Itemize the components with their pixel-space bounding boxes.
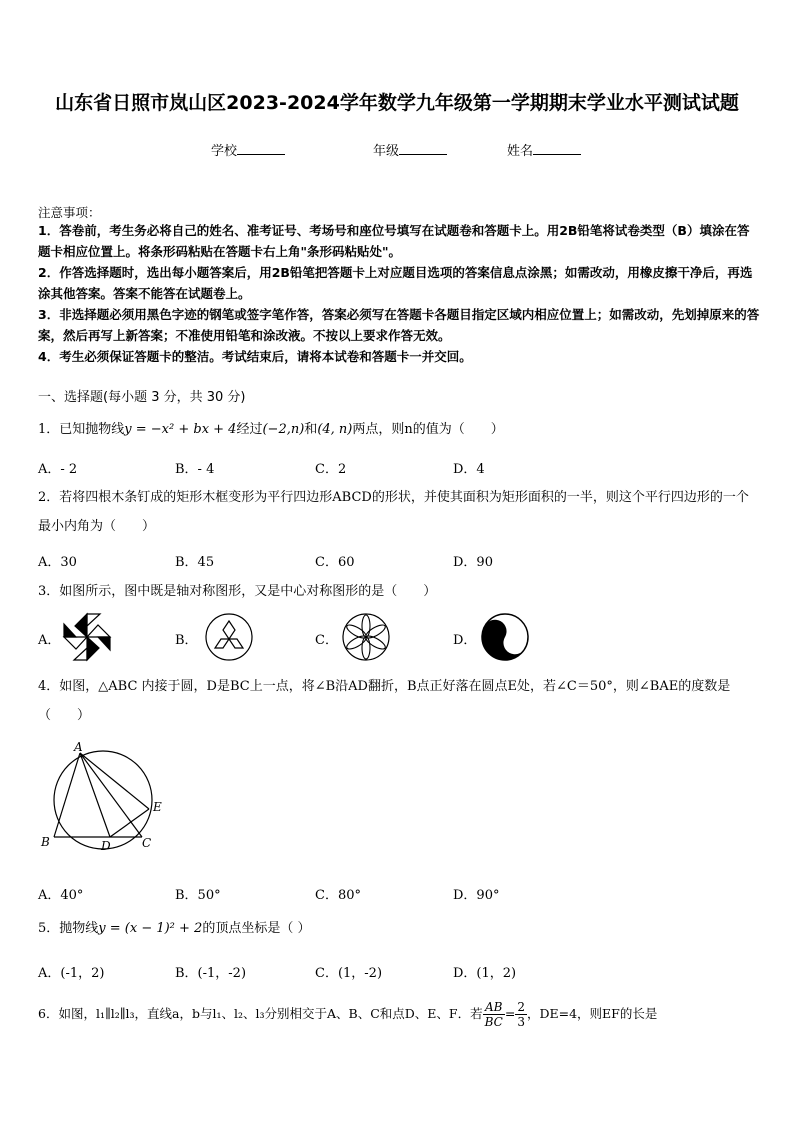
petal-circle-figure	[341, 612, 391, 662]
q6-equals: =	[504, 1006, 516, 1021]
diamond-emblem-figure	[204, 612, 254, 662]
circle-triangle-figure	[36, 740, 166, 852]
note-item-1: 1．答卷前，考生务必将自己的姓名、准考证号、考场号和座位号填写在试题卷和答题卡上。用2B铅笔将试卷类型（B）填涂在答题卡相应位置上。将条形码粘贴在答题卡右上角"条形码粘贴处"。	[38, 223, 750, 259]
label-a: A	[74, 740, 83, 754]
label-c: C	[142, 836, 152, 850]
q6-frac1-numerator: AB	[483, 1000, 505, 1015]
q5-option-c[interactable]: C．(1，-2)	[315, 966, 383, 981]
name-label: 姓名	[507, 144, 534, 159]
label-d: D	[101, 839, 111, 852]
q5-option-d[interactable]: D．(1，2)	[453, 966, 517, 981]
q1-point-1: (−2,n)	[262, 422, 305, 437]
label-b: B	[41, 835, 50, 849]
q3-option-c[interactable]: C．	[315, 633, 338, 648]
q2-option-c[interactable]: C．60	[315, 555, 355, 570]
q1-option-c[interactable]: C．2	[315, 462, 347, 477]
question-2: 2．若将四根木条钉成的矩形木框变形为平行四边形ABCD的形状，并使其面积为矩形面积的一半，则这个平行四边形的一个最小内角为（ ）	[38, 490, 749, 534]
q5-prefix: 5．抛物线	[38, 921, 99, 936]
section-heading: 一、选择题(每小题 3 分，共 30 分)	[38, 390, 246, 405]
note-item-4: 4．考生必须保证答题卡的整洁。考试结束后，请将本试卷和答题卡一并交回。	[38, 349, 472, 364]
q6-fraction-2-3	[515, 1000, 527, 1029]
q1-formula: y = −x² + bx + 4	[124, 422, 237, 437]
q4-option-b[interactable]: B．50°	[175, 888, 221, 903]
q5-option-b[interactable]: B．(-1，-2)	[175, 966, 247, 981]
q5-suffix: 的顶点坐标是（ ）	[202, 921, 311, 936]
q2-option-a[interactable]: A．30	[38, 555, 77, 570]
school-field[interactable]	[211, 140, 285, 159]
q6-frac2-numerator: 2	[517, 1000, 525, 1014]
q3-option-d[interactable]: D．	[453, 633, 477, 648]
question-6	[38, 1000, 657, 1029]
q1-prefix: 1．已知抛物线	[38, 422, 125, 437]
q6-prefix: 6．如图，l₁∥l₂∥l₃，直线a，b与l₁、l₂、l₃分别相交于A、B、C和点D、E、F．若	[38, 1006, 483, 1021]
q5-formula: y = (x − 1)² + 2	[98, 921, 203, 936]
q4-option-d[interactable]: D．90°	[453, 888, 500, 903]
label-e: E	[153, 800, 162, 814]
q2-option-b[interactable]: B．45	[175, 555, 215, 570]
q6-fraction-ab-bc	[483, 1000, 505, 1029]
q3-option-a[interactable]: A．	[38, 633, 61, 648]
q1-middle2: 和	[304, 422, 318, 437]
question-4: 4．如图，△ABC 内接于圆，D是BC上一点，将∠B沿AD翻折，B点正好落在圆点E处，若∠C＝50°，则∠BAE的度数是（ ）	[38, 679, 731, 723]
q6-suffix: ，DE=4，则EF的长是	[526, 1006, 658, 1021]
question-1	[38, 419, 504, 441]
q1-option-d[interactable]: D．4	[453, 462, 485, 477]
grade-label: 年级	[373, 144, 400, 159]
question-3: 3．如图所示，图中既是轴对称图形，又是中心对称图形的是（ ）	[38, 584, 437, 599]
grade-field[interactable]	[373, 140, 447, 159]
school-label: 学校	[211, 144, 238, 159]
q2-option-d[interactable]: D．90	[453, 555, 493, 570]
q6-frac2-denominator: 3	[517, 1015, 525, 1029]
notes-heading: 注意事项：	[38, 205, 101, 220]
note-item-2: 2．作答选择题时，选出每小题答案后，用2B铅笔把答题卡上对应题目选项的答案信息点涂黑；如需改动，用橡皮擦干净后，再选涂其他答案。答案不能答在试题卷上。	[38, 265, 753, 301]
name-field[interactable]	[507, 140, 581, 159]
q1-option-b[interactable]: B．- 4	[175, 462, 215, 477]
q6-frac1-denominator: BC	[484, 1015, 503, 1029]
q4-option-a[interactable]: A．40°	[38, 888, 84, 903]
pinwheel-figure	[60, 610, 114, 664]
note-item-3: 3．非选择题必须用黑色字迹的钢笔或签字笔作答，答案必须写在答题卡各题目指定区域内相应位置上；如需改动，先划掉原来的答案，然后再写上新答案；不准使用铅笔和涂改液。不按以上要求作答无效。	[38, 307, 760, 343]
q5-option-a[interactable]: A．(-1，2)	[38, 966, 105, 981]
question-5	[38, 918, 310, 940]
q1-point-2: (4, n)	[317, 422, 353, 437]
q1-middle1: 经过	[236, 422, 263, 437]
q1-option-a[interactable]: A．- 2	[38, 462, 78, 477]
q4-option-c[interactable]: C．80°	[315, 888, 361, 903]
yin-yang-figure	[480, 612, 530, 662]
q3-option-b[interactable]: B．	[175, 633, 198, 648]
page-title: 山东省日照市岚山区2023-2024学年数学九年级第一学期期末学业水平测试试题	[55, 92, 739, 114]
q1-suffix: 两点，则n的值为（ ）	[352, 422, 504, 437]
